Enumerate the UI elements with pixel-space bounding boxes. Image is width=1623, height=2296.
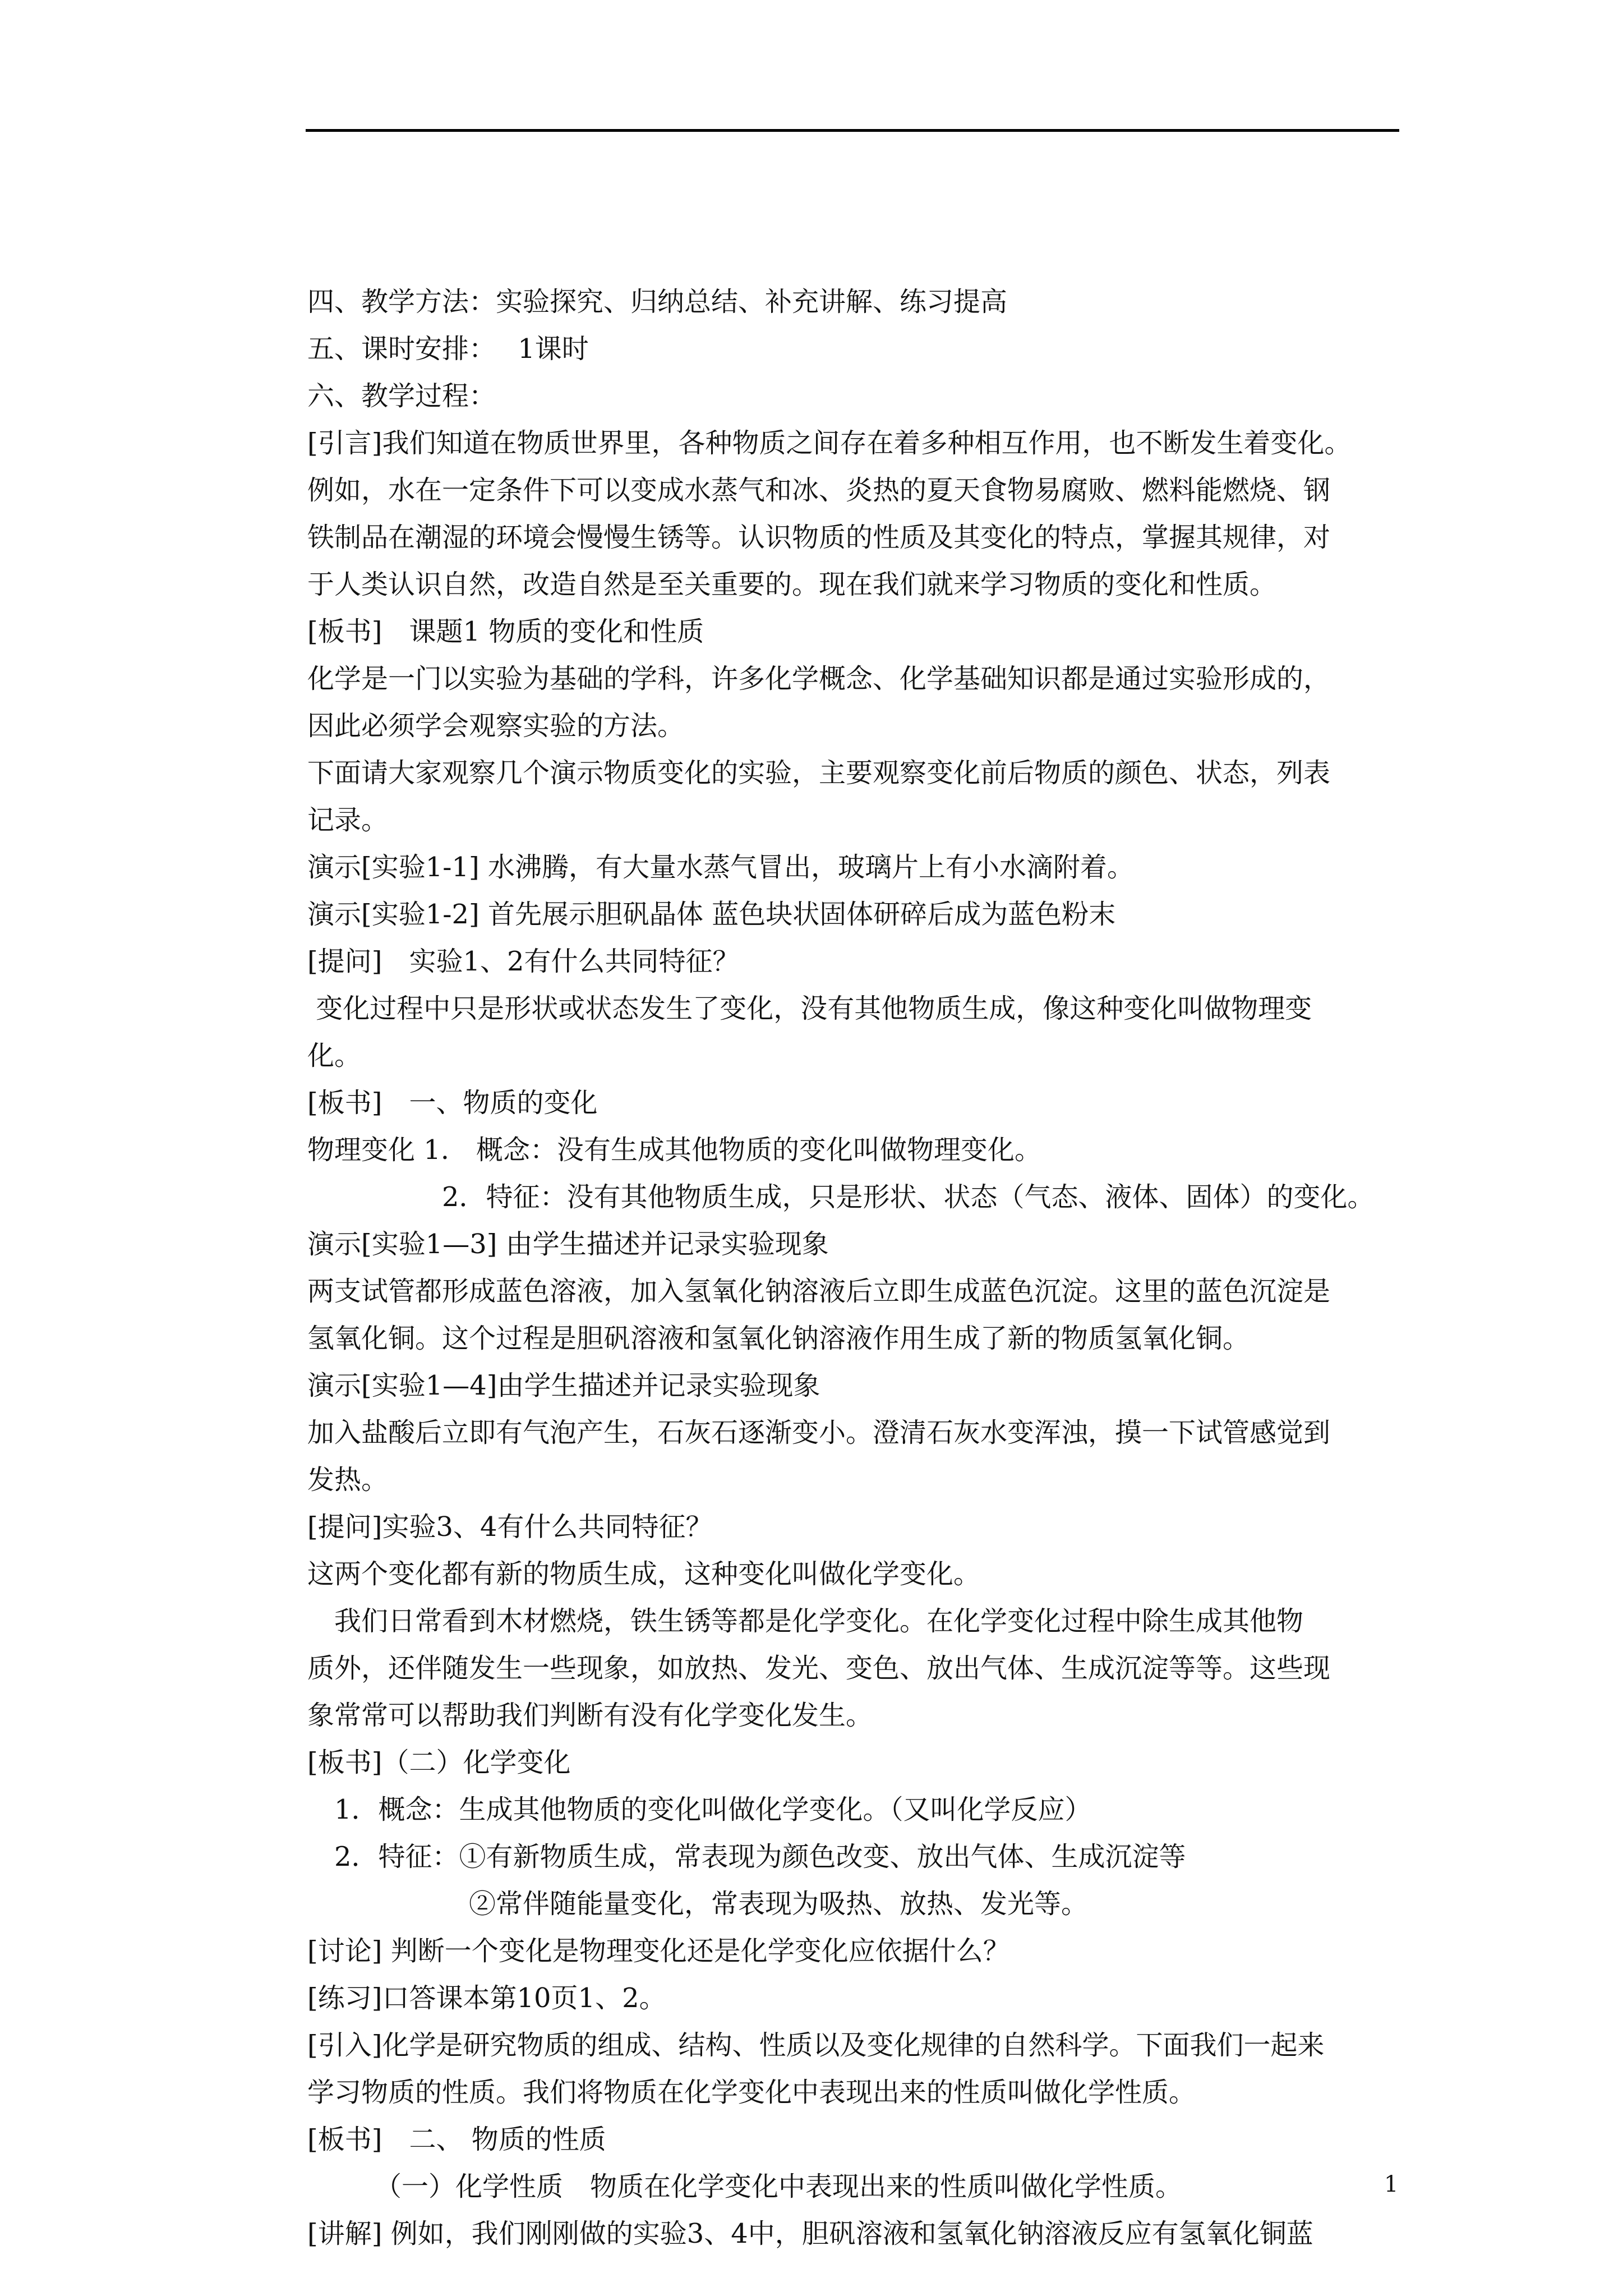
text-line: 这两个变化都有新的物质生成，这种变化叫做化学变化。 xyxy=(307,1558,981,1590)
text-line: 化学是一门以实验为基础的学科，许多化学概念、化学基础知识都是通过实验形成的， xyxy=(307,663,1331,694)
text-line: 例如，水在一定条件下可以变成水蒸气和冰、炎热的夏天食物易腐败、燃料能燃烧、钢 xyxy=(307,475,1331,506)
text-line: [讨论] 判断一个变化是物理变化还是化学变化应依据什么？ xyxy=(307,1935,1010,1967)
text-line: [引言]我们知道在物质世界里，各种物质之间存在着多种相互作用，也不断发生着变化。 xyxy=(307,427,1352,459)
page-number: 1 xyxy=(1384,2171,1399,2197)
text-line: 演示[实验1-1] 水沸腾，有大量水蒸气冒出，玻璃片上有小水滴附着。 xyxy=(307,852,1135,883)
text-line: 六、教学过程： xyxy=(307,380,496,412)
header-rule xyxy=(306,129,1399,132)
text-line: 五、课时安排： 1课时 xyxy=(307,333,589,365)
text-line: 学习物质的性质。我们将物质在化学变化中表现出来的性质叫做化学性质。 xyxy=(307,2077,1196,2108)
text-line: [板书] 课题1 物质的变化和性质 xyxy=(307,616,704,647)
text-line: 物理变化 1. 概念：没有生成其他物质的变化叫做物理变化。 xyxy=(307,1134,1042,1166)
text-line: 铁制品在潮湿的环境会慢慢生锈等。认识物质的性质及其变化的特点，掌握其规律，对 xyxy=(307,522,1331,553)
text-line: 发热。 xyxy=(307,1464,389,1496)
text-line: 2．特征：没有其他物质生成，只是形状、状态（气态、液体、固体）的变化。 xyxy=(307,1181,1375,1213)
text-line: 加入盐酸后立即有气泡产生，石灰石逐渐变小。澄清石灰水变浑浊，摸一下试管感觉到 xyxy=(307,1417,1331,1448)
text-line: （一）化学性质 物质在化学变化中表现出来的性质叫做化学性质。 xyxy=(307,2171,1183,2202)
text-line: [板书]（二）化学变化 xyxy=(307,1747,571,1778)
text-line: [练习]口答课本第10页1、2。 xyxy=(307,1982,666,2014)
text-line: [板书] 二、 物质的性质 xyxy=(307,2124,606,2155)
text-line: 化。 xyxy=(307,1040,362,1071)
text-line: 演示[实验1-2] 首先展示胆矾晶体 蓝色块状固体研碎后成为蓝色粉末 xyxy=(307,899,1116,930)
text-line: 演示[实验1—4]由学生描述并记录实验现象 xyxy=(307,1370,820,1401)
text-line: [板书] 一、物质的变化 xyxy=(307,1087,598,1119)
text-line: ②常伴随能量变化，常表现为吸热、放热、发光等。 xyxy=(307,1888,1089,1920)
text-line: 变化过程中只是形状或状态发生了变化，没有其他物质生成，像这种变化叫做物理变 xyxy=(307,993,1312,1024)
text-line: 演示[实验1—3] 由学生描述并记录实验现象 xyxy=(307,1228,829,1260)
text-line: 记录。 xyxy=(307,804,389,836)
text-line: 下面请大家观察几个演示物质变化的实验，主要观察变化前后物质的颜色、状态，列表 xyxy=(307,757,1331,789)
document-body xyxy=(307,278,1423,2257)
text-line: [讲解] 例如，我们刚刚做的实验3、4中，胆矾溶液和氢氧化钠溶液反应有氢氧化铜蓝 xyxy=(307,2218,1313,2249)
text-line: 两支试管都形成蓝色溶液，加入氢氧化钠溶液后立即生成蓝色沉淀。这里的蓝色沉淀是 xyxy=(307,1276,1331,1307)
text-line: [引入]化学是研究物质的组成、结构、性质以及变化规律的自然科学。下面我们一起来 xyxy=(307,2030,1325,2061)
text-line: 因此必须学会观察实验的方法。 xyxy=(307,710,685,742)
text-line: 2．特征：①有新物质生成，常表现为颜色改变、放出气体、生成沉淀等 xyxy=(307,1841,1186,1872)
text-line: 我们日常看到木材燃烧，铁生锈等都是化学变化。在化学变化过程中除生成其他物 xyxy=(307,1605,1304,1637)
text-line: 于人类认识自然，改造自然是至关重要的。现在我们就来学习物质的变化和性质。 xyxy=(307,569,1277,600)
text-line: 四、教学方法：实验探究、归纳总结、补充讲解、练习提高 xyxy=(307,286,1008,318)
text-line: 质外，还伴随发生一些现象，如放热、发光、变色、放出气体、生成沉淀等等。这些现 xyxy=(307,1653,1331,1684)
text-line: 象常常可以帮助我们判断有没有化学变化发生。 xyxy=(307,1700,873,1731)
text-line: 1．概念：生成其他物质的变化叫做化学变化。（又叫化学反应） xyxy=(307,1794,1092,1825)
text-line: [提问] 实验1、2有什么共同特征？ xyxy=(307,946,740,977)
text-line: 氢氧化铜。这个过程是胆矾溶液和氢氧化钠溶液作用生成了新的物质氢氧化铜。 xyxy=(307,1323,1250,1354)
text-line: [提问]实验3、4有什么共同特征？ xyxy=(307,1511,713,1543)
